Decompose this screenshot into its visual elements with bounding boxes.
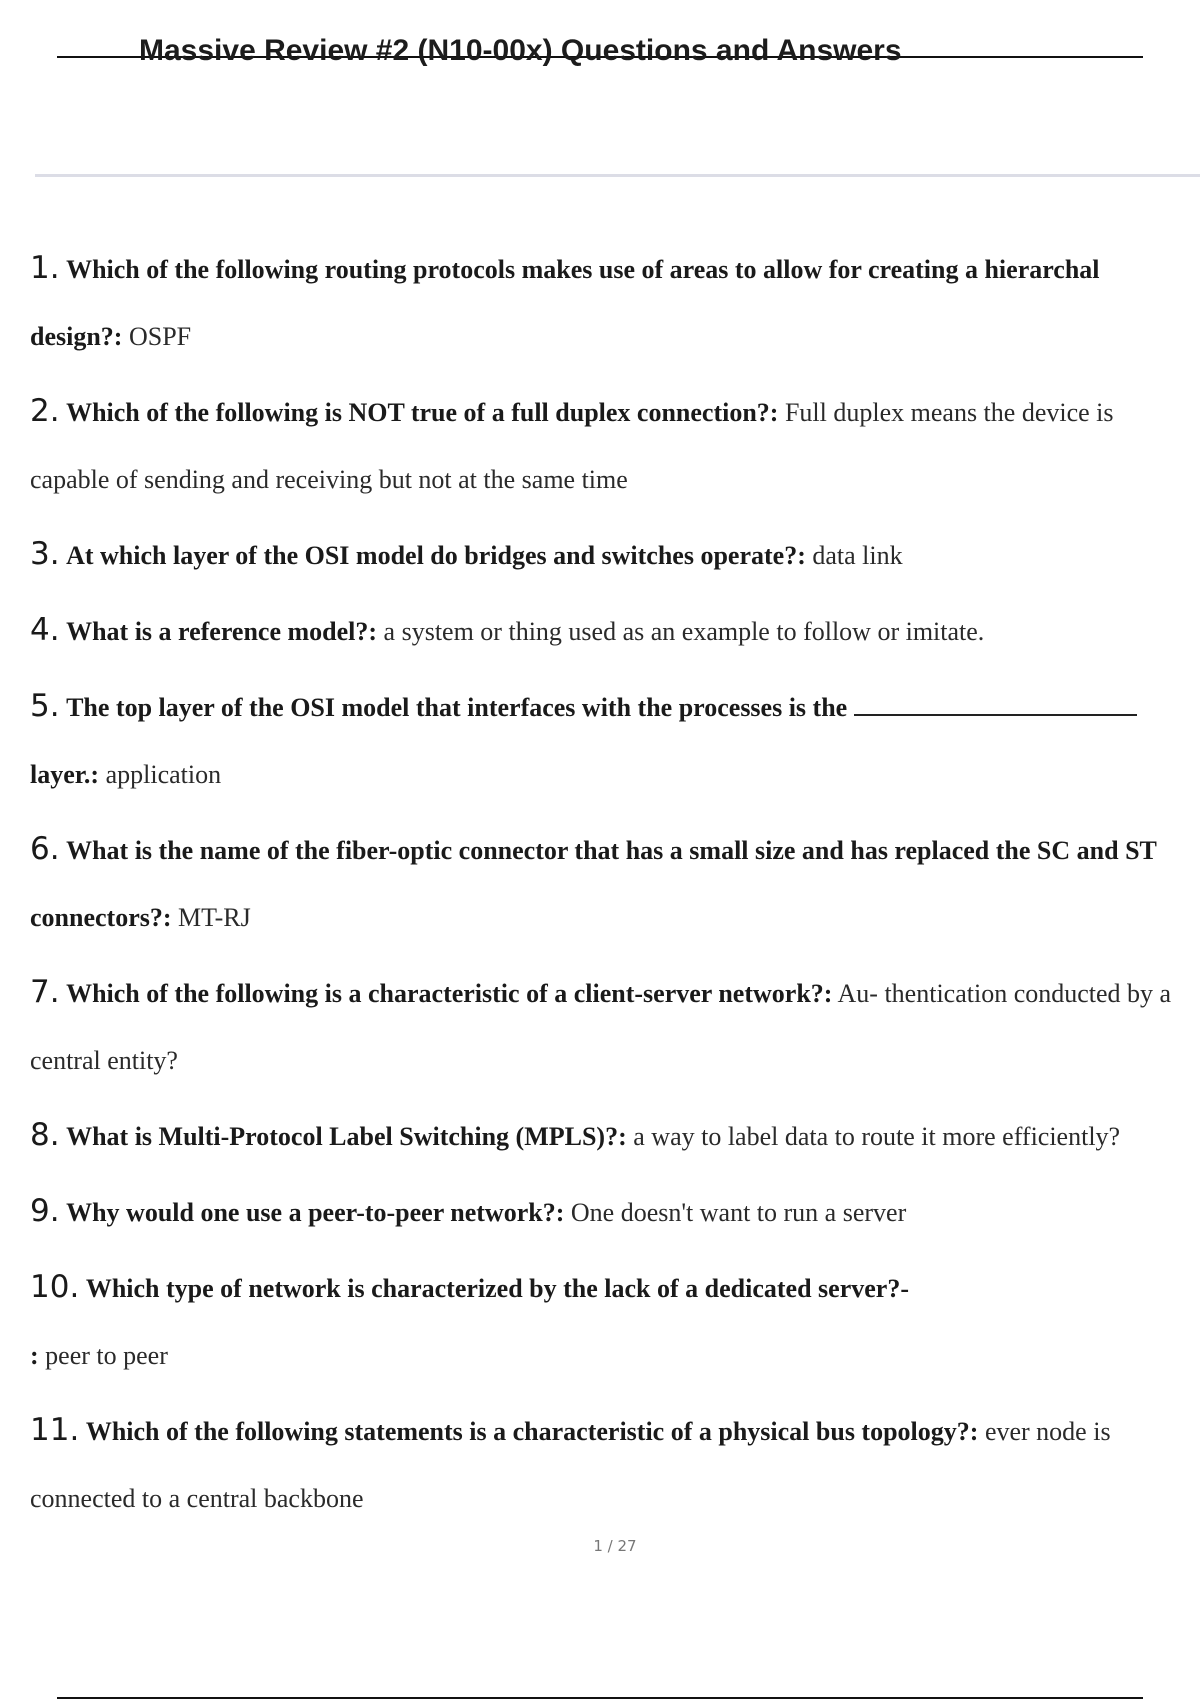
question-number: 7. bbox=[30, 974, 60, 1010]
document-title: Massive Review #2 (N10-00x) Questions and Answers bbox=[139, 34, 902, 67]
question-text-tail: layer.: bbox=[30, 760, 100, 789]
question-number: 4. bbox=[30, 612, 60, 648]
question-number: 9. bbox=[30, 1193, 60, 1229]
question-text: Which of the following is a characteristic of a client-server network?: bbox=[66, 979, 833, 1008]
footer-rule bbox=[57, 1697, 1143, 1699]
answer-text: Au- thentication conducted by a central entity? bbox=[30, 979, 1172, 1075]
question-text: Which of the following statements is a characteristic of a physical bus topology?: bbox=[85, 1417, 979, 1446]
qa-item-7 bbox=[30, 959, 1195, 1094]
question-number: 8. bbox=[30, 1117, 60, 1153]
qa-item-9 bbox=[30, 1178, 1195, 1246]
question-text: The top layer of the OSI model that interfaces with the processes is the bbox=[66, 693, 848, 722]
question-text: What is the name of the fiber-optic connector that has a small size and has replaced the SC and ST connectors?: bbox=[30, 836, 1157, 932]
qa-item-8 bbox=[30, 1102, 1195, 1170]
page-indicator: 1 / 27 bbox=[593, 1537, 637, 1555]
question-number: 5. bbox=[30, 688, 60, 724]
qa-item-10 bbox=[30, 1254, 1195, 1389]
question-number: 6. bbox=[30, 831, 60, 867]
answer-text: ever node is connected to a central backbone bbox=[30, 1417, 1111, 1513]
qa-item-1 bbox=[30, 235, 1195, 370]
answer-text: Full duplex means the device is capable of sending and receiving but not at the same time bbox=[30, 398, 1114, 494]
fill-in-blank bbox=[854, 696, 1137, 716]
qa-item-4 bbox=[30, 597, 1195, 665]
qa-item-11 bbox=[30, 1397, 1195, 1532]
answer-text: data link bbox=[812, 541, 903, 570]
question-text: What is a reference model?: bbox=[66, 617, 378, 646]
answer-text: peer to peer bbox=[45, 1341, 168, 1370]
qa-item-2 bbox=[30, 378, 1195, 513]
answer-text: OSPF bbox=[128, 322, 192, 351]
answer-text: application bbox=[105, 760, 222, 789]
qa-item-6 bbox=[30, 816, 1195, 951]
question-text: Why would one use a peer-to-peer network?: bbox=[66, 1198, 565, 1227]
question-text-tail: : bbox=[30, 1341, 39, 1370]
qa-item-3 bbox=[30, 521, 1195, 589]
question-text: What is Multi-Protocol Label Switching (MPLS)?: bbox=[66, 1122, 627, 1151]
question-text: At which layer of the OSI model do bridges and switches operate?: bbox=[66, 541, 806, 570]
qa-list bbox=[30, 235, 1195, 1540]
question-text: Which type of network is characterized by the lack of a dedicated server?- bbox=[85, 1274, 909, 1303]
question-number: 10. bbox=[30, 1269, 80, 1305]
answer-text: One doesn't want to run a server bbox=[570, 1198, 907, 1227]
document-header bbox=[57, 30, 1143, 80]
question-number: 1. bbox=[30, 250, 60, 286]
question-text: Which of the following is NOT true of a full duplex connection?: bbox=[66, 398, 779, 427]
question-number: 11. bbox=[30, 1412, 80, 1448]
qa-item-5 bbox=[30, 673, 1195, 808]
question-text: Which of the following routing protocols makes use of areas to allow for creating a hierarchal design?: bbox=[30, 255, 1100, 351]
answer-text: a way to label data to route it more efficiently? bbox=[633, 1122, 1121, 1151]
answer-text: MT-RJ bbox=[178, 903, 251, 932]
question-number: 2. bbox=[30, 393, 60, 429]
answer-text: a system or thing used as an example to follow or imitate. bbox=[383, 617, 985, 646]
question-number: 3. bbox=[30, 536, 60, 572]
header-separator bbox=[35, 174, 1200, 177]
